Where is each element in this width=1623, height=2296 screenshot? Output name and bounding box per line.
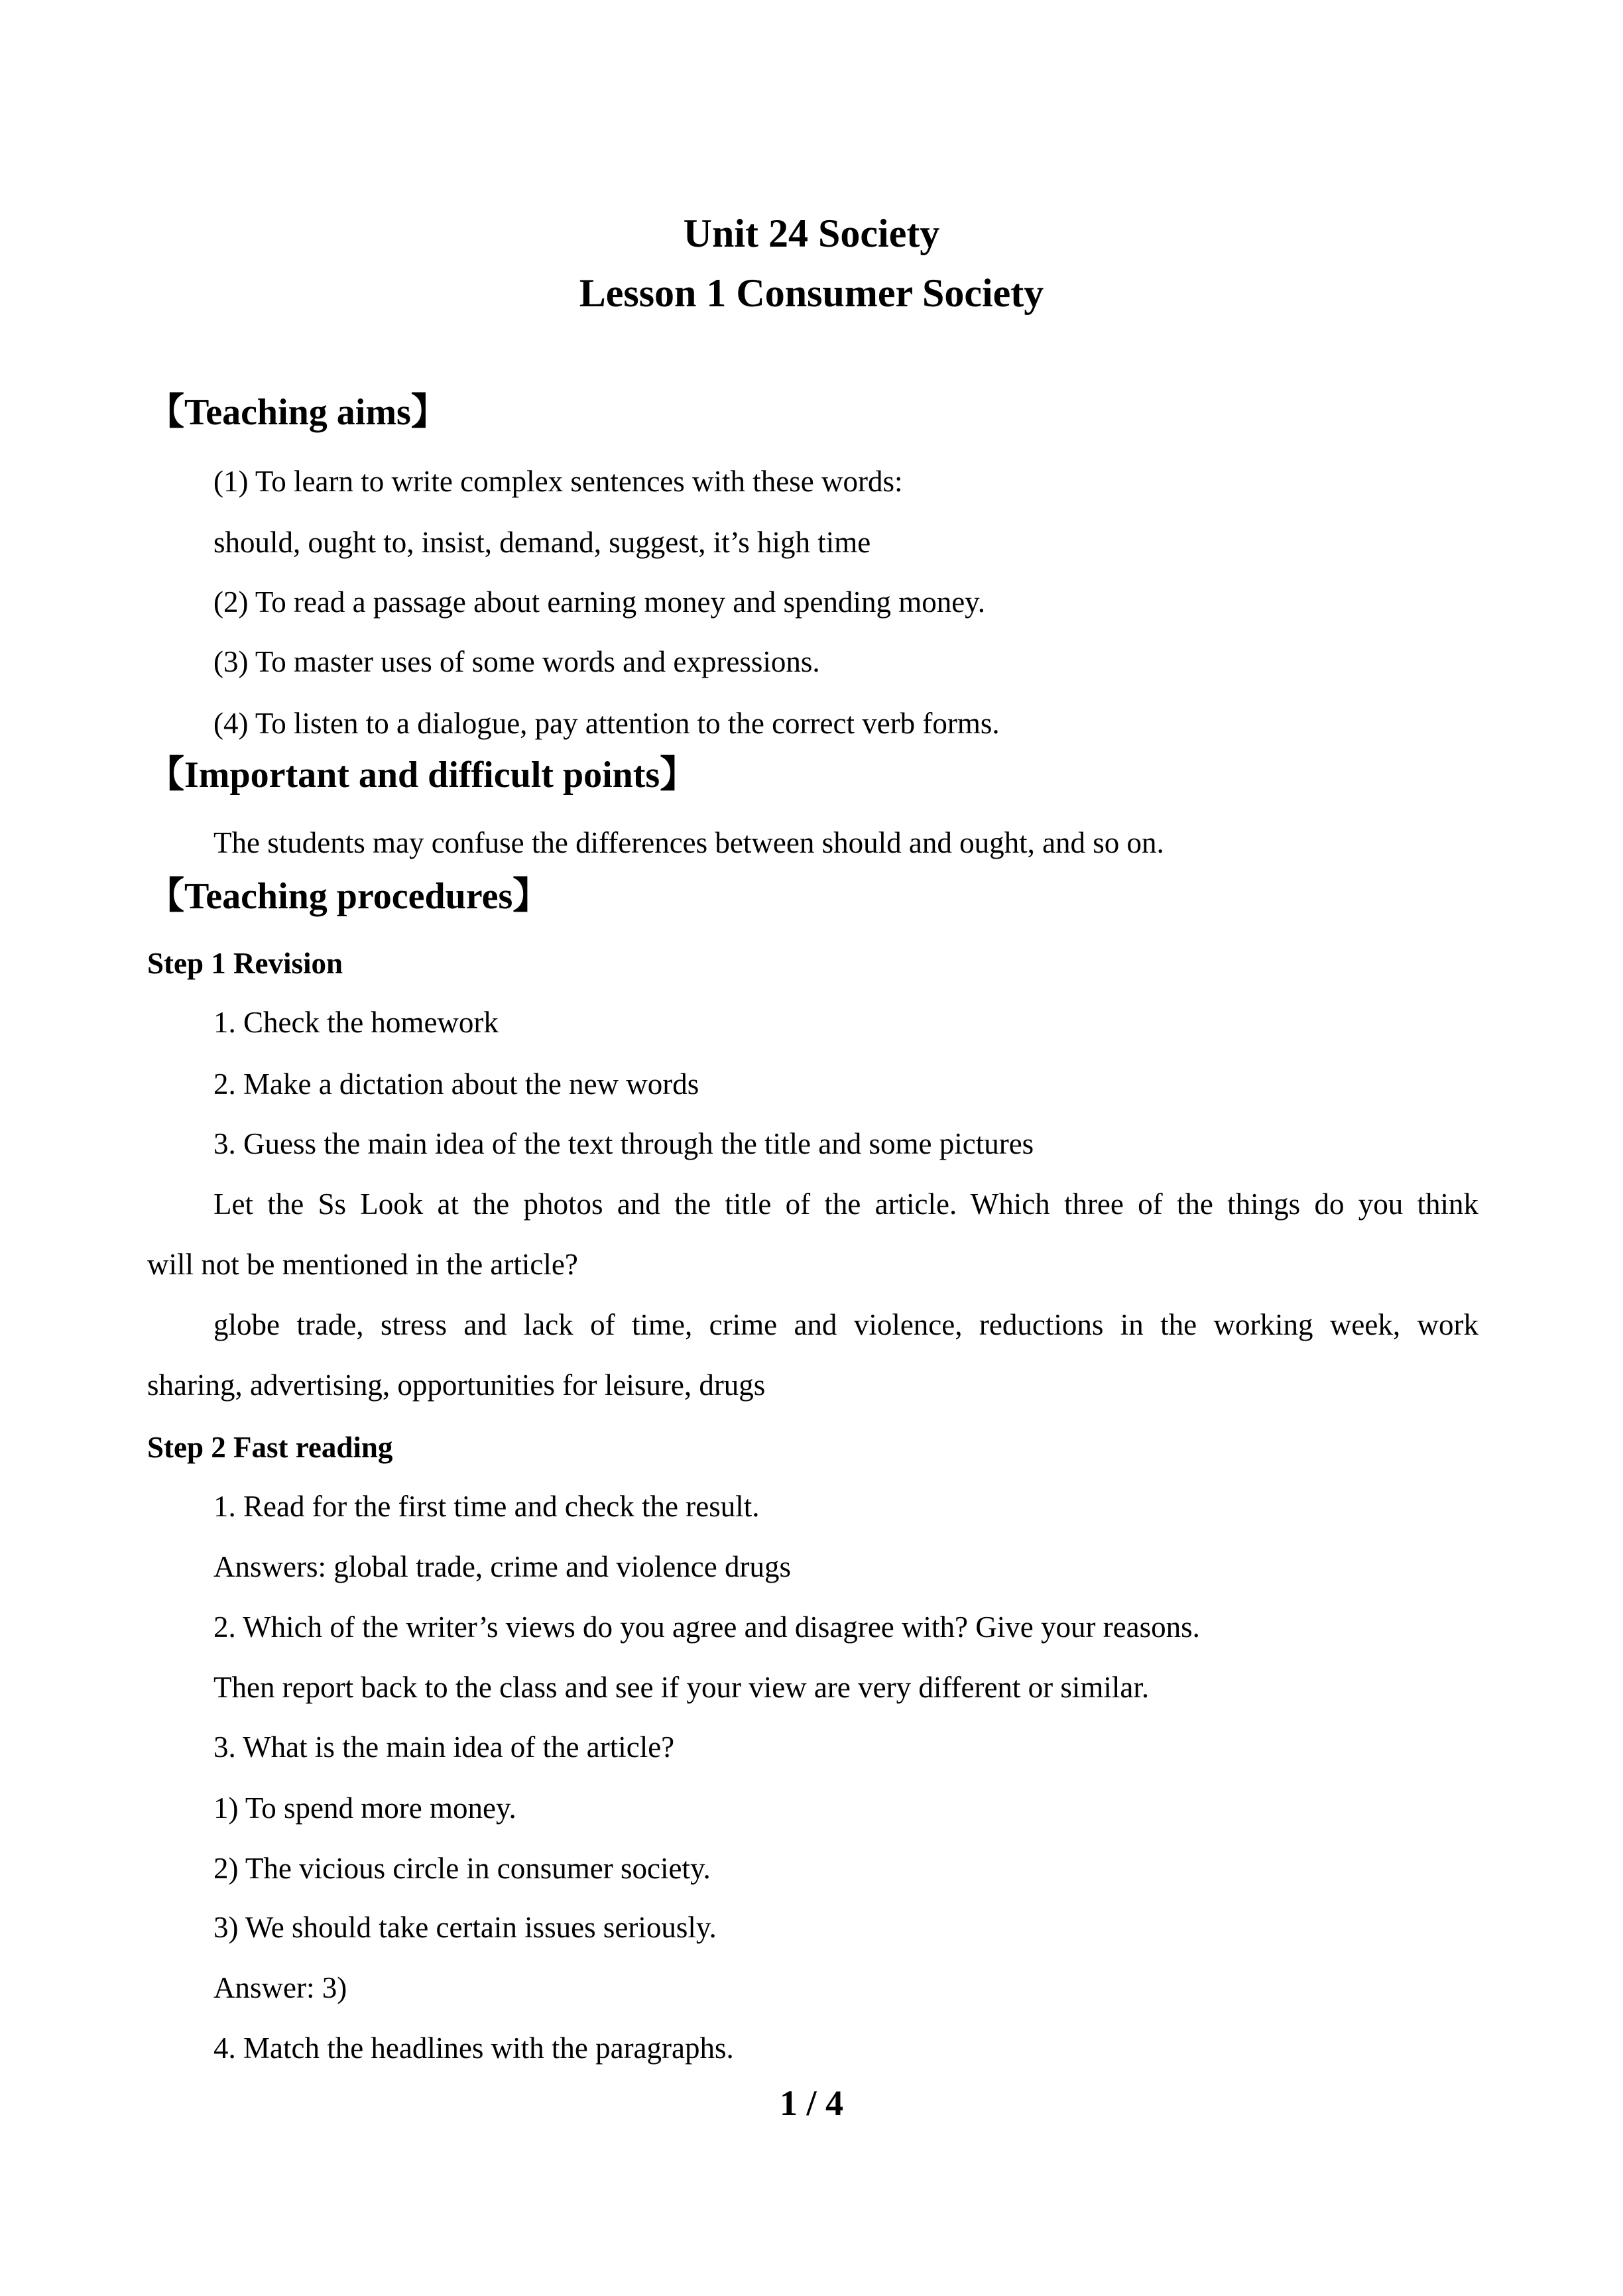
step1-paragraph-line: Let the Ss Look at the photos and the title of the article. Which three of the things do you think (213, 1187, 1478, 1221)
step2-line: 3) We should take certain issues seriously. (213, 1911, 717, 1944)
step1-item: 1. Check the homework (213, 1006, 499, 1039)
step1-item: 3. Guess the main idea of the text through the title and some pictures (213, 1127, 1034, 1160)
aim-item: should, ought to, insist, demand, suggest, it’s high time (213, 526, 871, 559)
lesson-title: Lesson 1 Consumer Society (579, 271, 1044, 315)
step2-line: Answer: 3) (213, 1971, 347, 2004)
points-text: The students may confuse the differences between should and ought, and so on. (213, 826, 1164, 859)
step2-line: 2. Which of the writer’s views do you agree and disagree with? Give your reasons. (213, 1610, 1200, 1644)
step2-heading: Step 2 Fast reading (147, 1431, 393, 1464)
step1-paragraph-line: will not be mentioned in the article? (147, 1248, 578, 1281)
important-points-heading: 【Important and difficult points】 (147, 755, 697, 796)
step1-paragraph-line: globe trade, stress and lack of time, crime and violence, reductions in the working week, work (213, 1308, 1478, 1341)
step2-line: Then report back to the class and see if your view are very different or similar. (213, 1671, 1150, 1704)
teaching-procedures-heading: 【Teaching procedures】 (147, 876, 550, 917)
aim-item: (3) To master uses of some words and expressions. (213, 645, 820, 678)
aim-item: (4) To listen to a dialogue, pay attention to the correct verb forms. (213, 707, 1000, 740)
step2-line: Answers: global trade, crime and violence drugs (213, 1550, 791, 1583)
page-number: 1 / 4 (779, 2083, 843, 2123)
step2-line: 4. Match the headlines with the paragraphs. (213, 2031, 734, 2065)
step1-heading: Step 1 Revision (147, 947, 343, 980)
step2-line: 1. Read for the first time and check the result. (213, 1490, 760, 1523)
step2-line: 3. What is the main idea of the article? (213, 1730, 675, 1764)
aim-item: (2) To read a passage about earning money and spending money. (213, 585, 986, 619)
step2-line: 1) To spend more money. (213, 1791, 516, 1825)
step2-line: 2) The vicious circle in consumer society. (213, 1852, 711, 1885)
aim-item: (1) To learn to write complex sentences with these words: (213, 465, 903, 498)
step1-paragraph-line: sharing, advertising, opportunities for leisure, drugs (147, 1368, 766, 1402)
unit-title: Unit 24 Society (683, 211, 940, 255)
step1-item: 2. Make a dictation about the new words (213, 1067, 699, 1101)
teaching-aims-heading: 【Teaching aims】 (147, 392, 448, 433)
